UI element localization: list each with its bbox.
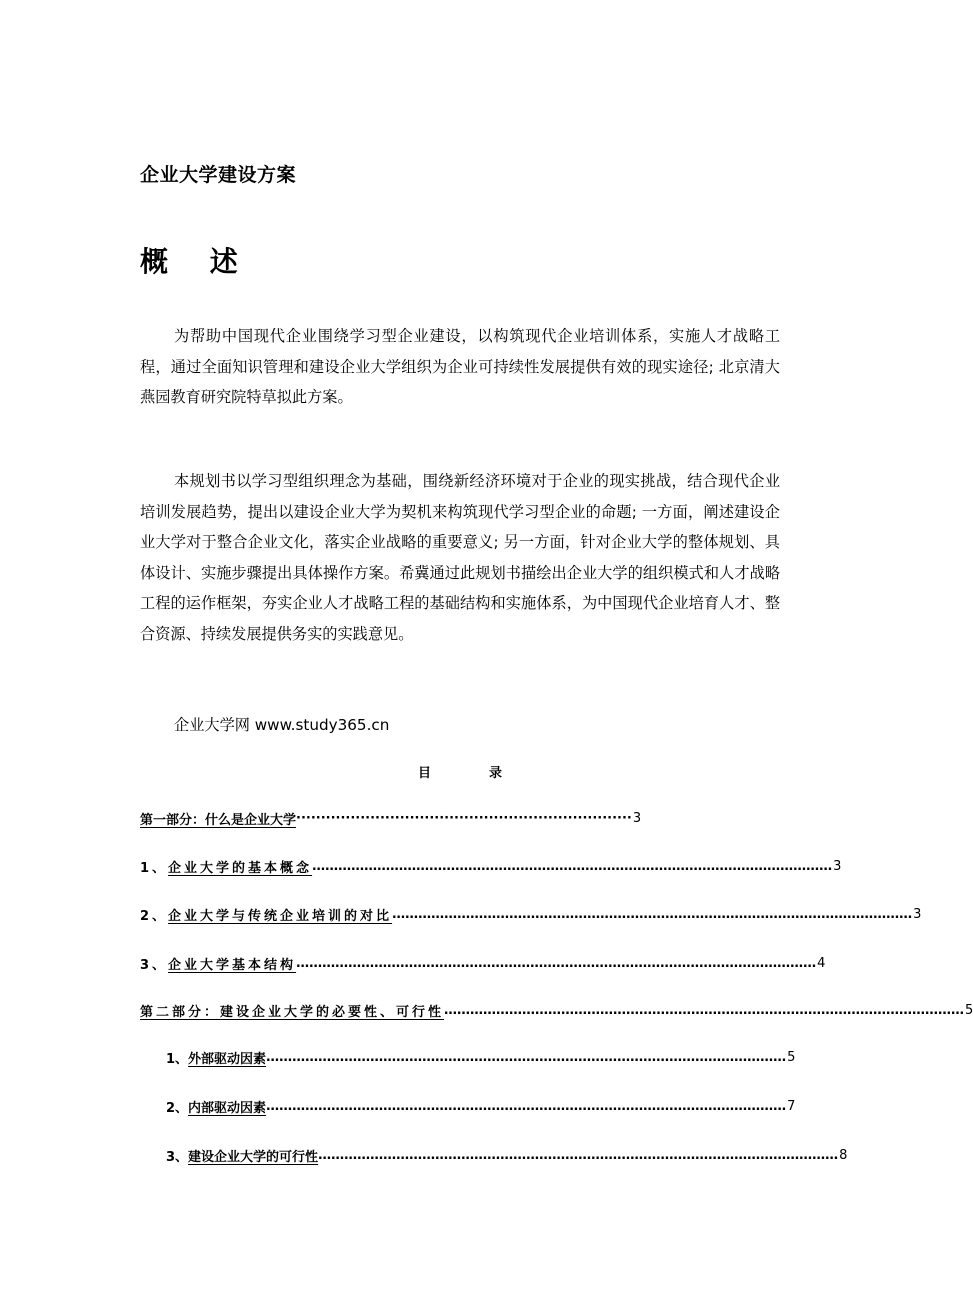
- toc-page-number: 5: [787, 1049, 796, 1065]
- toc-heading: [418, 762, 502, 781]
- toc-entry-text[interactable]: 企业大学的基本概念: [168, 860, 313, 876]
- overview-heading: 概 述: [140, 245, 254, 278]
- toc-entry-number: 1、: [140, 860, 169, 876]
- toc-page-number: 3: [833, 858, 842, 874]
- toc-entry-1-3[interactable]: [140, 953, 826, 973]
- toc-entry-number: 2、: [166, 1100, 189, 1116]
- toc-page-number: 5: [965, 1002, 973, 1018]
- toc-entry-part-1[interactable]: [140, 808, 642, 828]
- toc-leader-dots: …………………………………………………………………………………………………………: [392, 906, 913, 922]
- document-title: 企业大学建设方案: [140, 164, 297, 186]
- toc-entry-part-2[interactable]: [140, 1000, 973, 1020]
- toc-entry-number: 2、: [140, 908, 169, 924]
- toc-heading-left: 目: [418, 766, 432, 781]
- toc-entry-text[interactable]: 外部驱动因素: [188, 1051, 267, 1067]
- toc-entry-text[interactable]: 第二部分：建设企业大学的必要性、可行性: [140, 1004, 445, 1020]
- toc-leader-dots: …………………………………………………………………………………………………………: [318, 1147, 839, 1163]
- toc-leader-dots: …………………………………………………………………………………………………………: [312, 858, 833, 874]
- toc-entry-2-1[interactable]: [166, 1047, 796, 1067]
- toc-entry-number: 1、: [166, 1051, 189, 1067]
- toc-entry-text[interactable]: 内部驱动因素: [188, 1100, 267, 1116]
- toc-leader-dots: …………………………………………………………………………………………………………: [266, 1098, 787, 1114]
- toc-entry-text[interactable]: 企业大学与传统企业培训的对比: [168, 908, 393, 924]
- toc-entry-2-2[interactable]: [166, 1096, 796, 1116]
- toc-leader-dots: …………………………………………………………………………………………………………: [444, 1002, 965, 1018]
- intro-paragraph-2: 本规划书以学习型组织理念为基础，围绕新经济环境对于企业的现实挑战，结合现代企业培训发展趋势，提出以建设企业大学为契机来构筑现代学习型企业的命题; 一方面，阐述建设企业大学对于整合企业文化，落实企业战略的重要意义; 另一方面，针对企业大学的整体规划、具体设计、实施步骤提出具体操作方案。希冀通过此规划书描绘出企业大学的组织模式和人才战略工程的运作框架，夯实企业人才战略工程的基础结构和实施体系，为中国现代企业培育人才、整合资源、持续发展提供务实的实践意见。: [140, 472, 780, 643]
- toc-entry-text[interactable]: 企业大学基本结构: [168, 957, 297, 973]
- toc-page-number: 3: [632, 810, 642, 826]
- toc-entry-text[interactable]: 第一部分：什么是企业大学: [140, 812, 297, 828]
- toc-leader-dots: ····································································: [296, 810, 632, 826]
- toc-entry-1-1[interactable]: [140, 856, 842, 876]
- website-line: 企业大学网 www.study365.cn: [174, 716, 390, 734]
- intro-paragraph-1: 为帮助中国现代企业围绕学习型企业建设，以构筑现代企业培训体系，实施人才战略工程，通过全面知识管理和建设企业大学组织为企业可持续性发展提供有效的现实途径; 北京清大燕园教育研究院特草拟此方案。: [140, 327, 780, 406]
- toc-entry-1-2[interactable]: [140, 904, 922, 924]
- toc-entry-2-3[interactable]: [166, 1145, 848, 1165]
- toc-entry-number: 3、: [140, 957, 169, 973]
- toc-page-number: 4: [817, 955, 826, 971]
- toc-heading-right: 录: [489, 766, 503, 781]
- toc-leader-dots: …………………………………………………………………………………………………………: [296, 955, 817, 971]
- toc-page-number: 3: [913, 906, 922, 922]
- toc-page-number: 8: [839, 1147, 848, 1163]
- toc-page-number: 7: [787, 1098, 796, 1114]
- toc-entry-number: 3、: [166, 1149, 189, 1165]
- toc-entry-text[interactable]: 建设企业大学的可行性: [188, 1149, 319, 1165]
- toc-leader-dots: …………………………………………………………………………………………………………: [266, 1049, 787, 1065]
